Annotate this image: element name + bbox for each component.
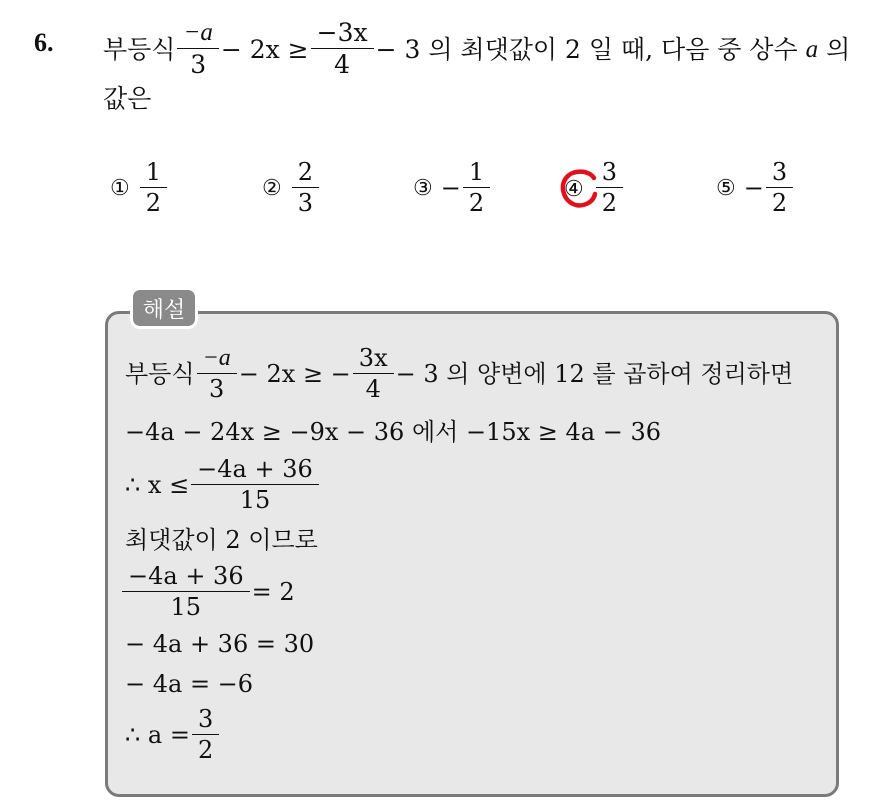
question-suffix: 의 bbox=[826, 34, 851, 64]
question-line-2: 값은 bbox=[103, 84, 152, 113]
solution-line-1: 부등식 $\frac{-a}{3}$ − 2x ≥ − $\frac{3x}{4}$ − 3 의 양변에 12 를 곱하여 정리하면 bbox=[125, 344, 794, 404]
question-prefix: 부등식 bbox=[103, 34, 176, 64]
solution-line-4: 최댓값이 2 이므로 bbox=[125, 526, 318, 554]
question-fraction-2: $\frac{-3x}{4}$ bbox=[314, 20, 371, 79]
question-line-1 bbox=[103, 20, 850, 79]
solution-line-8: ∴ a = $\frac{3}{2}$ bbox=[125, 707, 221, 763]
solution-line-5: $\frac{-4a + 36}{15}$ = 2 bbox=[125, 564, 295, 620]
question-var-a: a bbox=[805, 35, 819, 63]
solution-tag: 해설 bbox=[130, 287, 198, 329]
selected-circle-icon bbox=[558, 166, 602, 210]
question-fraction-1: $\frac{-a}{3}$ bbox=[180, 20, 215, 79]
choice-3[interactable]: ③ − $\frac{1}{2}$ bbox=[413, 160, 492, 216]
solution-line-2: −4a − 24x ≥ −9x − 36 에서 −15x ≥ 4a − 36 bbox=[125, 418, 661, 446]
choice-2[interactable]: ② $\frac{2}{3}$ bbox=[262, 160, 321, 216]
question-number: 6. bbox=[34, 28, 54, 57]
choice-1[interactable]: ① $\frac{1}{2}$ bbox=[110, 160, 169, 216]
choice-4-selected[interactable]: ④ $\frac{3}{2}$ bbox=[564, 160, 625, 216]
question-rest: − 3 의 최댓값이 2 일 때, 다음 중 상수 bbox=[375, 34, 798, 64]
solution-line-6: − 4a + 36 = 30 bbox=[125, 630, 315, 658]
solution-line-7: − 4a = −6 bbox=[125, 670, 254, 698]
question-minus-2x: − 2x ≥ bbox=[220, 34, 309, 64]
solution-line-3: ∴ x ≤ $\frac{-4a + 36}{15}$ bbox=[125, 457, 321, 513]
choice-5[interactable]: ⑤ − $\frac{3}{2}$ bbox=[716, 160, 795, 216]
